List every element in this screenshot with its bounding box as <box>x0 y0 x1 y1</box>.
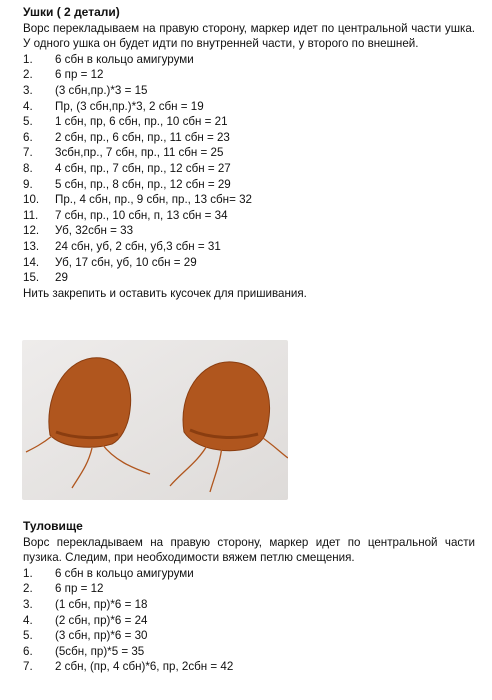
step-text: 6 сбн в кольцо амигуруми <box>55 566 194 580</box>
step-number: 6. <box>23 130 33 144</box>
ears-step <box>23 130 475 146</box>
step-number: 4. <box>23 613 33 627</box>
step-number: 9. <box>23 177 33 191</box>
body-section <box>23 519 475 675</box>
step-number: 6. <box>23 644 33 658</box>
ears-step <box>23 83 475 99</box>
body-step <box>23 597 475 613</box>
ears-step <box>23 239 475 255</box>
step-number: 15. <box>23 271 40 285</box>
step-text: 29 <box>55 271 68 285</box>
step-text: 2 сбн, (пр, 4 сбн)*6, пр, 2сбн = 42 <box>55 660 234 674</box>
step-text: Пр., 4 сбн, пр., 9 сбн, пр., 13 сбн= 32 <box>55 193 252 207</box>
step-text: 3сбн,пр., 7 сбн, пр., 11 сбн = 25 <box>55 146 224 160</box>
step-number: 7. <box>23 660 33 674</box>
body-intro: Ворс перекладываем на правую сторону, маркер идет по центральной части пузика. Следим, при необходимости вяжем петлю смещения. <box>23 535 475 565</box>
ears-step <box>23 52 475 68</box>
ears-section <box>23 5 475 301</box>
step-number: 11. <box>23 208 39 222</box>
step-text: 4 сбн, пр., 7 сбн, пр., 12 сбн = 27 <box>55 161 231 175</box>
step-number: 3. <box>23 597 33 611</box>
ears-step <box>23 270 475 286</box>
ears-steps-list <box>23 52 475 286</box>
step-number: 14. <box>23 255 40 269</box>
step-number: 1. <box>23 52 33 66</box>
ears-step <box>23 223 475 239</box>
ears-outro: Нить закрепить и оставить кусочек для пришивания. <box>23 286 307 300</box>
step-number: 10. <box>23 193 40 207</box>
step-text: (3 сбн,пр.)*3 = 15 <box>55 83 148 97</box>
body-step <box>23 644 475 660</box>
ears-step <box>23 161 475 177</box>
step-text: (5сбн, пр)*5 = 35 <box>55 644 145 658</box>
step-number: 7. <box>23 146 33 160</box>
ears-heading: Ушки ( 2 детали) <box>23 5 120 19</box>
step-number: 2. <box>23 68 33 82</box>
step-text: 6 пр = 12 <box>55 68 104 82</box>
body-step <box>23 628 475 644</box>
ears-intro: Ворс перекладываем на правую сторону, маркер идет по центральной части ушка. У одного ушка он будет идти по внутренней части, у второго по внешней. <box>23 21 475 51</box>
body-step <box>23 613 475 629</box>
step-number: 13. <box>23 239 40 253</box>
step-number: 2. <box>23 582 33 596</box>
step-text: 5 сбн, пр., 8 сбн, пр., 12 сбн = 29 <box>55 177 231 191</box>
step-text: (2 сбн, пр)*6 = 24 <box>55 613 148 627</box>
step-text: Уб, 32сбн = 33 <box>55 224 134 238</box>
body-step <box>23 659 475 675</box>
body-step <box>23 566 475 582</box>
step-number: 5. <box>23 115 33 129</box>
step-number: 5. <box>23 629 33 643</box>
step-text: 24 сбн, уб, 2 сбн, уб,3 сбн = 31 <box>55 239 221 253</box>
ears-step <box>23 177 475 193</box>
ears-photo <box>22 340 288 500</box>
step-number: 4. <box>23 99 33 113</box>
step-text: Пр, (3 сбн,пр.)*3, 2 сбн = 19 <box>55 99 204 113</box>
step-number: 12. <box>23 224 40 238</box>
body-steps-list <box>23 566 475 675</box>
step-text: Уб, 17 сбн, уб, 10 сбн = 29 <box>55 255 197 269</box>
step-text: 1 сбн, пр, 6 сбн, пр., 10 сбн = 21 <box>55 115 228 129</box>
body-step <box>23 581 475 597</box>
step-text: 2 сбн, пр., 6 сбн, пр., 11 сбн = 23 <box>55 130 230 144</box>
step-number: 3. <box>23 83 33 97</box>
step-number: 8. <box>23 161 33 175</box>
body-heading: Туловище <box>23 519 83 533</box>
ears-step <box>23 208 475 224</box>
step-text: (3 сбн, пр)*6 = 30 <box>55 629 148 643</box>
step-text: 6 пр = 12 <box>55 582 104 596</box>
ears-step <box>23 99 475 115</box>
ears-step <box>23 255 475 271</box>
ears-step <box>23 114 475 130</box>
ears-step <box>23 67 475 83</box>
ears-photo-image <box>22 340 288 500</box>
ears-step <box>23 192 475 208</box>
ears-step <box>23 145 475 161</box>
step-text: 6 сбн в кольцо амигуруми <box>55 52 194 66</box>
step-text: (1 сбн, пр)*6 = 18 <box>55 597 148 611</box>
step-number: 1. <box>23 566 33 580</box>
step-text: 7 сбн, пр., 10 сбн, п, 13 сбн = 34 <box>55 208 228 222</box>
